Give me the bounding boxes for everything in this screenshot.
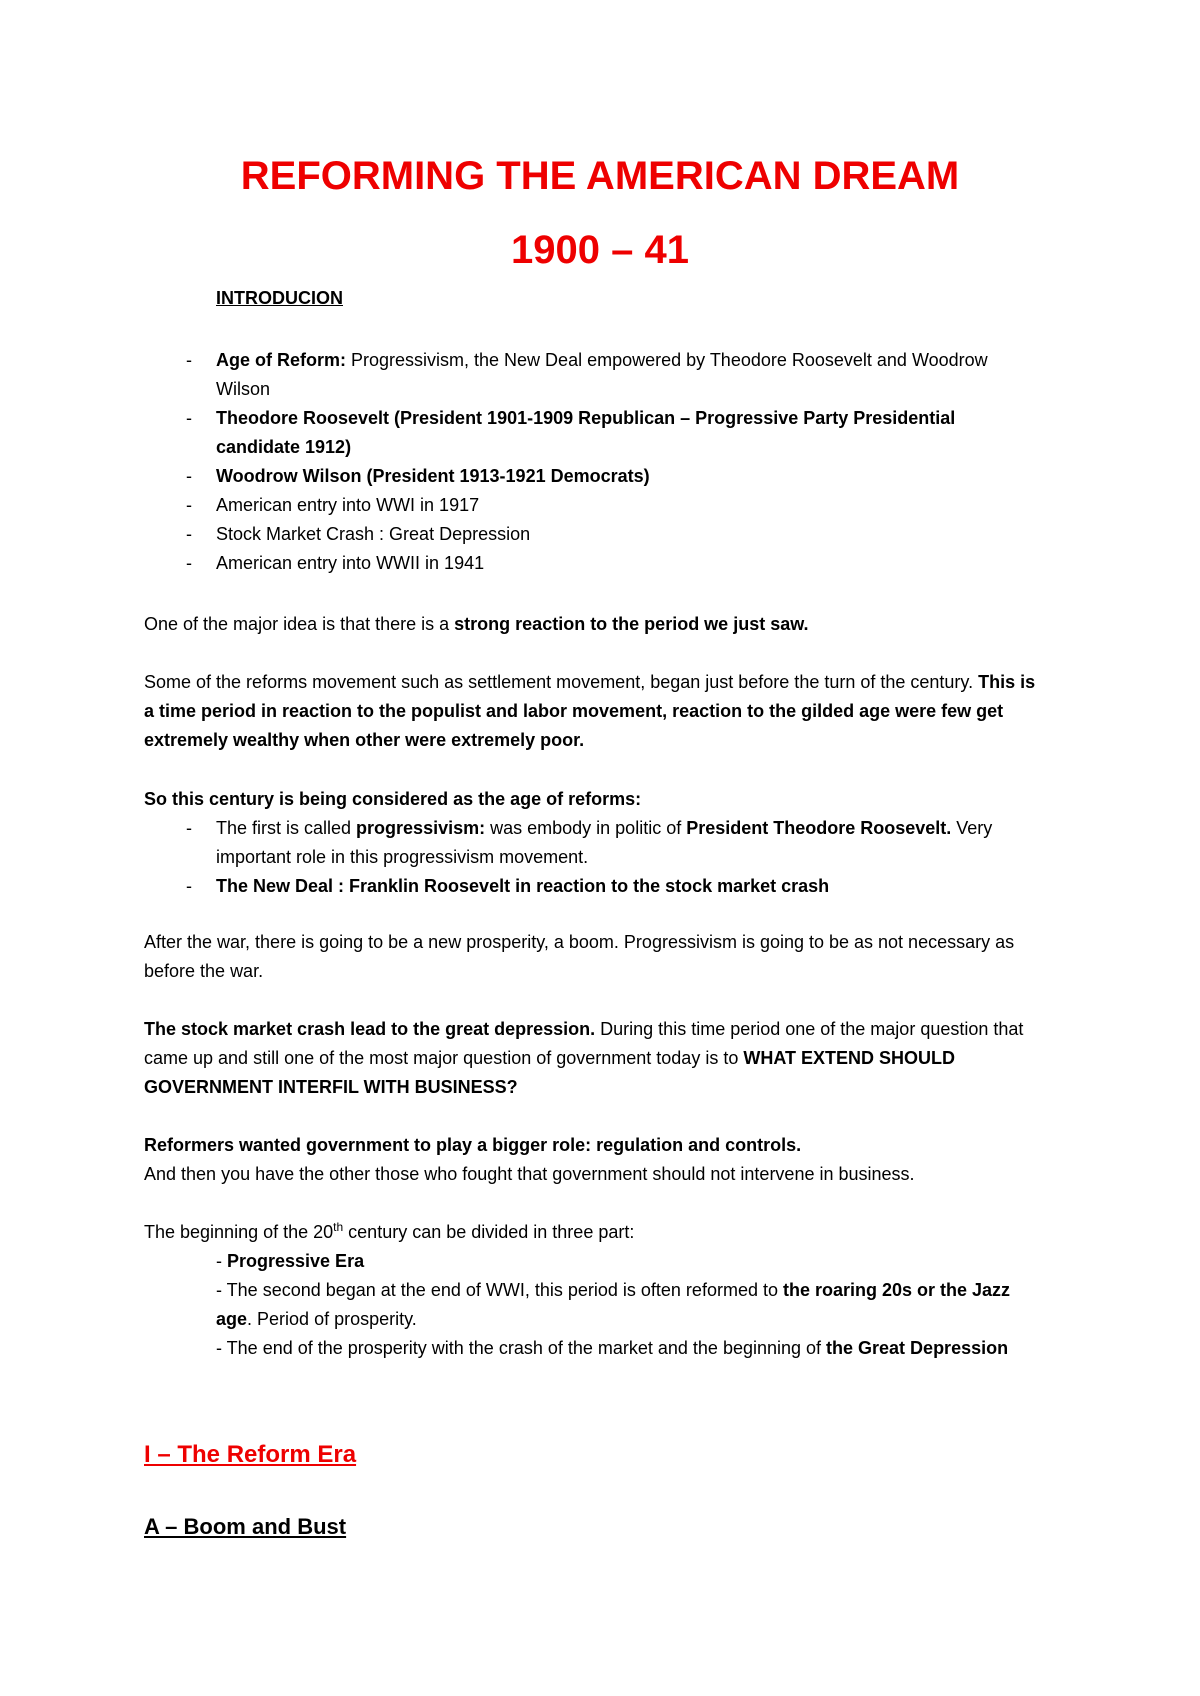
paragraph-text: Some of the reforms movement such as settlement movement, began just before the turn of the century.	[144, 672, 979, 692]
list-text: - The second began at the end of WWI, this period is often reformed to	[216, 1280, 783, 1300]
paragraph-text: The beginning of the 20	[144, 1222, 334, 1242]
bullet-bold-text: Theodore Roosevelt (President 1901-1909 Republican – Progressive Party Presidential candidate 1912)	[216, 408, 956, 457]
bullet-bold-text: Woodrow Wilson (President 1913-1921 Democrats)	[216, 466, 650, 486]
list-text: was embody in politic of	[485, 818, 687, 838]
document-title-years: 1900 – 41	[511, 228, 689, 272]
list-item	[144, 491, 1044, 520]
list-bold-text: President Theodore Roosevelt.	[686, 818, 952, 838]
subsection-heading-boom-and-bust: A – Boom and Bust	[144, 1514, 347, 1539]
superscript: th	[333, 1220, 344, 1234]
list-text: -	[216, 1251, 227, 1271]
list-bold-text: progressivism:	[356, 818, 486, 838]
list-item	[144, 549, 1044, 578]
list-bold-text: Progressive Era	[227, 1251, 365, 1271]
list-bold-text: the roaring 20s or the Jazz age	[216, 1280, 1011, 1329]
paragraph-text: During this time period one of the major question that came up and still one of the most major question of government today is to	[144, 1019, 1024, 1068]
age-of-reforms-heading: So this century is being considered as the age of reforms:	[144, 789, 642, 809]
three-parts-item-3	[216, 1334, 1046, 1363]
three-parts-item-1	[216, 1247, 1046, 1276]
bullet-text: American entry into WWI in 1917	[216, 495, 480, 515]
bullet-text: Stock Market Crash : Great Depression	[216, 524, 531, 544]
paragraph-after-war: After the war, there is going to be a new prosperity, a boom. Progressivism is going to be as not necessary as before the war.	[144, 932, 1015, 981]
list-bold-text: The New Deal : Franklin Roosevelt in reaction to the stock market crash	[216, 876, 830, 896]
list-bold-text: the Great Depression	[826, 1338, 1009, 1358]
list-item	[144, 814, 1044, 872]
paragraph-bold-text: Reformers wanted government to play a bigger role: regulation and controls.	[144, 1135, 802, 1155]
paragraph-bold-text: This is a time period in reaction to the populist and labor movement, reaction to the gilded age were few get extremely wealthy when other were extremely poor.	[144, 672, 1036, 750]
paragraph-text: century can be divided in three part:	[343, 1222, 635, 1242]
paragraph-text: And then you have the other those who fought that government should not intervene in business.	[144, 1164, 915, 1184]
section-heading-reform-era: I – The Reform Era	[144, 1441, 357, 1468]
list-item	[144, 346, 1044, 404]
list-text: Very important role in this progressivism movement.	[216, 818, 993, 867]
three-parts-item-2	[216, 1276, 1046, 1334]
paragraph-three-parts	[144, 1218, 1044, 1247]
paragraph-reforms-movement	[144, 668, 1044, 755]
list-text: The first is called	[216, 818, 357, 838]
list-item	[144, 520, 1044, 549]
document-title: REFORMING THE AMERICAN DREAM	[240, 154, 960, 198]
bullet-bold-text: Age of Reform:	[216, 350, 346, 370]
intro-bullet-list	[144, 346, 1044, 578]
age-of-reforms-list	[144, 814, 1044, 901]
introduction-heading: INTRODUCION	[216, 288, 343, 308]
list-text: . Period of prosperity.	[247, 1309, 417, 1329]
paragraph-bold-text: WHAT EXTEND SHOULD GOVERNMENT INTERFIL WITH BUSINESS?	[144, 1048, 955, 1097]
list-text: - The end of the prosperity with the crash of the market and the beginning of	[216, 1338, 827, 1358]
paragraph-bold-text: The stock market crash lead to the great depression.	[144, 1019, 596, 1039]
paragraph-reformers	[144, 1131, 1044, 1189]
paragraph-text: One of the major idea is that there is a	[144, 614, 455, 634]
paragraph-bold-text: strong reaction to the period we just saw.	[454, 614, 809, 634]
list-item	[144, 872, 1044, 901]
list-item	[144, 462, 1044, 491]
bullet-text: Progressivism, the New Deal empowered by Theodore Roosevelt and Woodrow Wilson	[216, 350, 988, 399]
bullet-text: American entry into WWII in 1941	[216, 553, 485, 573]
list-item	[144, 404, 1044, 462]
paragraph-stock-market	[144, 1015, 1044, 1102]
paragraph-major-idea	[144, 610, 1044, 639]
